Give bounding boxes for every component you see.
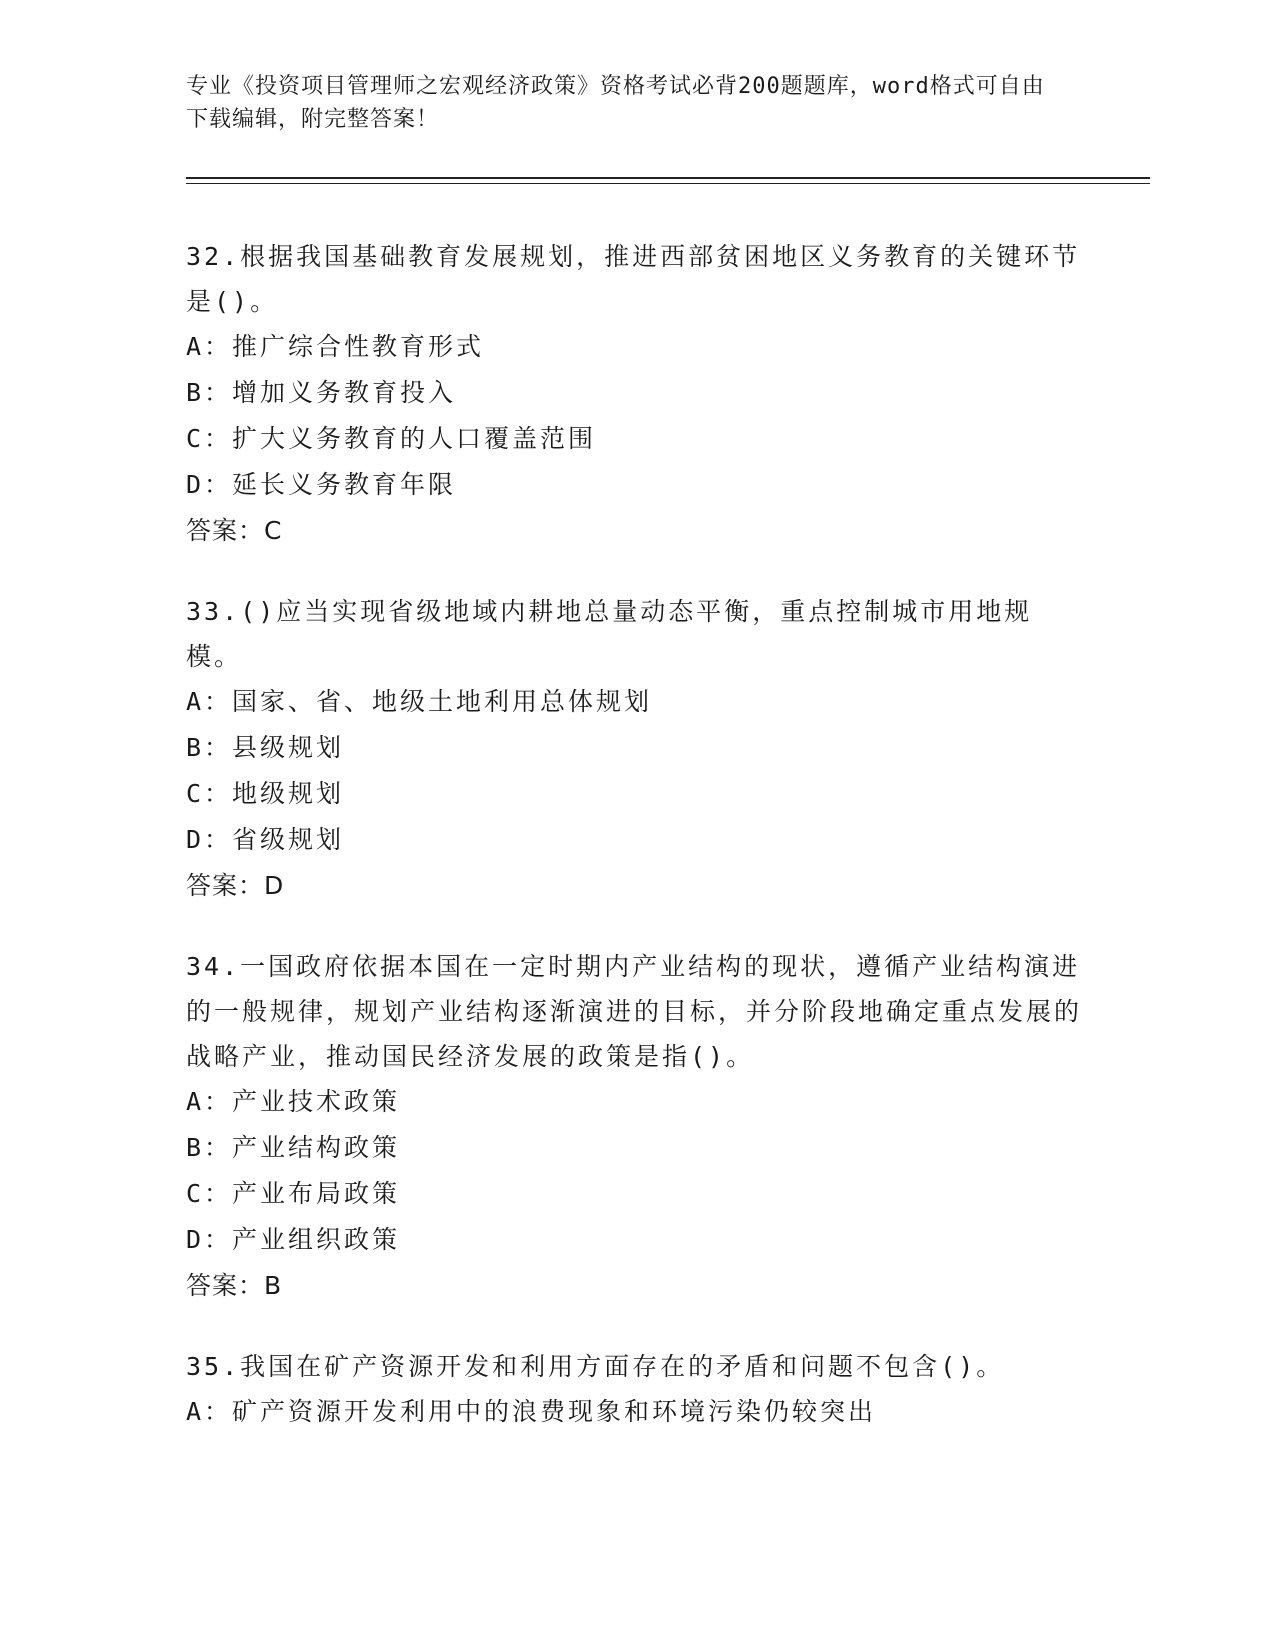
question-text: 34.一国政府依据本国在一定时期内产业结构的现状，遵循产业结构演进的一般规律，规划产业结构逐渐演进的目标，并分阶段地确定重点发展的战略产业，推动国民经济发展的政策是指()。 (186, 952, 1083, 1071)
option-b: B：产业结构政策 (186, 1133, 401, 1162)
question-33 (186, 589, 1086, 909)
option-d: D：产业组织政策 (186, 1225, 401, 1254)
option-c: C：地级规划 (186, 779, 345, 808)
header-divider-thin (186, 183, 1150, 184)
question-text: 32.根据我国基础教育发展规划，推进西部贫困地区义务教育的关键环节是()。 (186, 242, 1081, 316)
header-divider-thick (186, 177, 1150, 179)
option-a: A：产业技术政策 (186, 1087, 401, 1116)
question-text: 35.我国在矿产资源开发和利用方面存在的矛盾和问题不包含()。 (186, 1352, 1005, 1381)
answer: 答案：B (186, 1271, 283, 1300)
answer: 答案：D (186, 871, 285, 900)
option-d: D：延长义务教育年限 (186, 470, 457, 499)
question-35 (186, 1344, 1086, 1435)
option-a: A：国家、省、地级土地利用总体规划 (186, 687, 653, 716)
option-a: A：矿产资源开发利用中的浪费现象和环境污染仍较突出 (186, 1397, 877, 1426)
option-c: C：产业布局政策 (186, 1179, 401, 1208)
option-d: D：省级规划 (186, 825, 345, 854)
question-list (186, 234, 1086, 1470)
question-34 (186, 944, 1086, 1309)
document-header: 专业《投资项目管理师之宏观经济政策》资格考试必背200题题库，word格式可自由下载编辑，附完整答案！ (186, 74, 1045, 132)
question-32 (186, 234, 1086, 554)
option-a: A：推广综合性教育形式 (186, 332, 485, 361)
answer: 答案：C (186, 516, 283, 545)
question-text: 33.()应当实现省级地域内耕地总量动态平衡，重点控制城市用地规模。 (186, 597, 1033, 671)
option-c: C：扩大义务教育的人口覆盖范围 (186, 424, 597, 453)
option-b: B：增加义务教育投入 (186, 378, 457, 407)
option-b: B：县级规划 (186, 733, 345, 762)
